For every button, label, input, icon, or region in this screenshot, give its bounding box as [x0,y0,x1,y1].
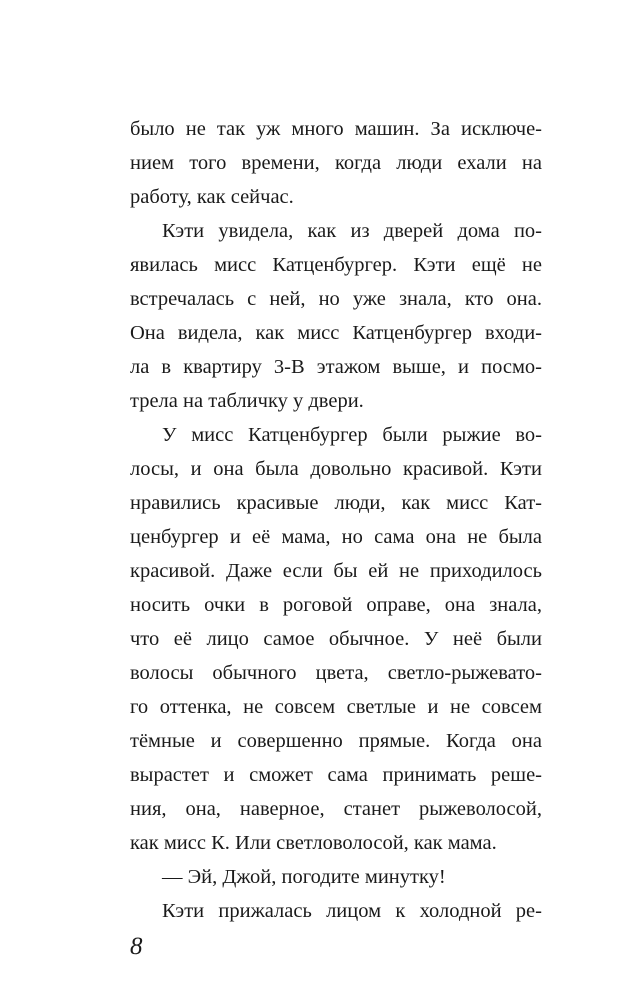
text-line: лосы, и она была довольно красивой. Кэти [130,458,542,480]
text-line: было не так уж много машин. За исключе- [130,118,542,140]
text-line: Она видела, как мисс Катценбургер входи- [130,322,542,344]
text-line: вырастет и сможет сама принимать реше- [130,764,542,786]
text-line: ценбургер и её мама, но сама она не была [130,526,542,548]
text-line: явилась мисс Катценбургер. Кэти ещё не [130,254,542,276]
text-line: ния, она, наверное, станет рыжеволосой, [130,798,542,820]
text-line: работу, как сейчас. [130,186,294,208]
text-line: как мисс К. Или светловолосой, как мама. [130,832,497,854]
text-line: нравились красивые люди, как мисс Кат- [130,492,542,514]
text-line: что её лицо самое обычное. У неё были [130,628,542,650]
dialogue-line: — Эй, Джой, погодите минутку! [162,866,446,888]
text-line: У мисс Катценбургер были рыжие во- [162,424,542,446]
text-line: го оттенка, не совсем светлые и не совсем [130,696,542,718]
text-line: волосы обычного цвета, светло-рыжевато- [130,662,542,684]
text-line: ла в квартиру 3-В этажом выше, и посмо- [130,356,542,378]
text-line: нием того времени, когда люди ехали на [130,152,542,174]
text-line: трела на табличку у двери. [130,390,364,412]
text-line: носить очки в роговой оправе, она знала, [130,594,542,616]
text-line: Кэти прижалась лицом к холодной ре- [162,900,542,922]
page-number: 8 [130,933,143,960]
text-line: Кэти увидела, как из дверей дома по- [162,220,542,242]
text-line: красивой. Даже если бы ей не приходилось [130,560,542,582]
text-line: встречалась с ней, но уже знала, кто она. [130,288,542,310]
text-line: тёмные и совершенно прямые. Когда она [130,730,542,752]
